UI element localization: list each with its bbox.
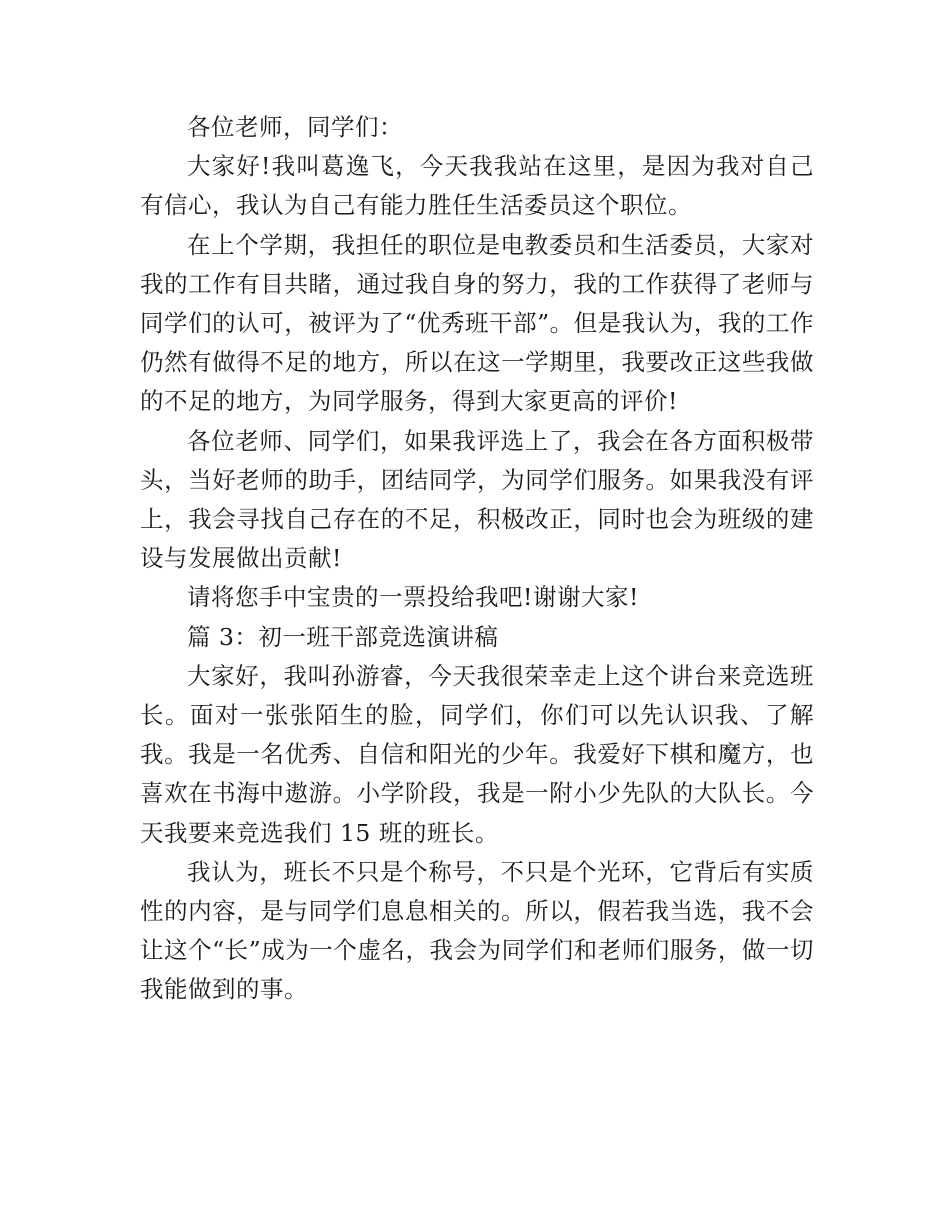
document-body bbox=[140, 108, 814, 1010]
self-introduction-paragraph: 大家好!我叫葛逸飞，今天我我站在这里，是因为我对自己有信心，我认为自己有能力胜任生活委员这个职位。 bbox=[140, 152, 814, 220]
closing-paragraph: 请将您手中宝贵的一票投给我吧!谢谢大家! bbox=[187, 583, 639, 612]
section-heading: 篇 3：初一班干部竞选演讲稿 bbox=[187, 622, 499, 651]
second-speech-intro-paragraph: 大家好，我叫孙游睿，今天我很荣幸走上这个讲台来竞选班长。面对一张张陌生的脸，同学们，你们可以先认识我、了解我。我是一名优秀、自信和阳光的少年。我爱好下棋和魔方，也喜欢在书海中遨游。小学阶段，我是一附小少先队的大队长。今天我要来竞选我们 15 班的班长。 bbox=[140, 661, 814, 847]
commitment-paragraph: 各位老师、同学们，如果我评选上了，我会在各方面积极带头，当好老师的助手，团结同学，为同学们服务。如果我没有评上，我会寻找自己存在的不足，积极改正，同时也会为班级的建设与发展做出贡献! bbox=[140, 426, 814, 573]
greeting-paragraph: 各位老师，同学们： bbox=[187, 113, 403, 141]
second-speech-body-paragraph: 我认为，班长不只是个称号，不只是个光环，它背后有实质性的内容，是与同学们息息相关的。所以，假若我当选，我不会让这个“长”成为一个虚名，我会为同学们和老师们服务，做一切我能做到的事。 bbox=[140, 857, 814, 1004]
past-experience-paragraph: 在上个学期，我担任的职位是电教委员和生活委员，大家对我的工作有目共睹，通过我自身的努力，我的工作获得了老师与同学们的认可，被评为了“优秀班干部”。但是我认为，我的工作仍然有做得不足的地方，所以在这一学期里，我要改正这些我做的不足的地方，为同学服务，得到大家更高的评价! bbox=[140, 230, 814, 416]
